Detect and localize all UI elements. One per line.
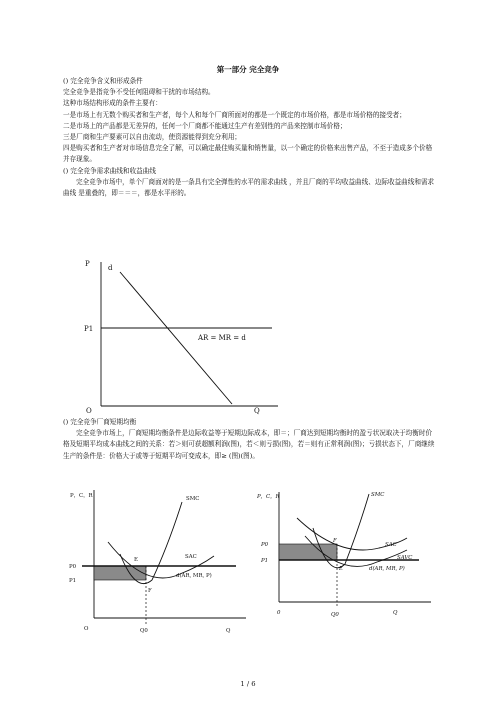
demand-line-label: d(AR, MR, P) [369, 566, 405, 572]
p1-label: P1 [69, 578, 77, 584]
section-heading-3: () 完全竞争厂商短期均衡 [63, 418, 137, 426]
paragraph-line: 二是市场上的产品都是无差异的，任何一个厂商都不能通过生产有差别性的产品来控制市场价格； [63, 121, 347, 130]
section-1-block [63, 76, 435, 199]
point-f-label: F [148, 588, 152, 594]
demand-curve-figure [82, 254, 282, 416]
x-axis-label: Q [254, 407, 260, 415]
point-f-label: F [333, 538, 337, 544]
page-number: 1 / 6 [240, 680, 256, 688]
y-axis-label: P，C，R [257, 494, 280, 500]
x-axis-label: Q [393, 610, 398, 616]
smc-label: SMC [186, 496, 200, 502]
profit-area [94, 566, 146, 580]
paragraph-line: 三是厂商和生产要素可以自由流动，使资源能得到充分利用； [63, 133, 242, 142]
paragraph-line: 完全竞争市场中，单个厂商面对的是一条具有完全弹性的水平的需求曲线 ，并且厂商的平均收益曲线、边际收益曲线和需求曲线 是重叠的，即＝＝＝，都是水平形的。 [63, 177, 435, 198]
page-title: 第一部分 完全竞争 [216, 65, 280, 74]
savc-curve [305, 536, 407, 566]
q0-label: Q0 [331, 612, 339, 618]
p1-label: P1 [261, 558, 269, 564]
p0-label: P0 [261, 542, 269, 548]
sac-label: SAC [185, 554, 197, 560]
origin-label: 0 [277, 610, 281, 616]
point-e-label: E [339, 566, 343, 572]
section-heading-2: () 完全竞争需求曲线和收益曲线 [63, 166, 156, 175]
equilibrium-profit-figure [68, 482, 248, 647]
section-3-paragraph: 完全竞争市场上，厂商短期均衡条件是边际收益等于短期边际成本，即＝；厂商达到短期均衡时的盈亏状况取决于均衡时价格及短期平均成本曲线之间的关系：若＞则可获超额利润(图)，若＜则亏损(图)，若＝则有正常利润(图)；亏损状态下，厂商继续生产的条件是：价格大于或等于短期平均可变成本，即≥ (图)(图)。 [63, 429, 435, 460]
smc-label: SMC [371, 492, 385, 498]
sac-label: SAC [385, 542, 397, 548]
p0-label: P0 [69, 564, 77, 570]
point-e-label: E [134, 557, 138, 563]
y-axis-label: P [85, 260, 90, 268]
origin-label: O [86, 407, 92, 415]
section-3-block [63, 417, 435, 462]
x-axis-label: Q [226, 628, 231, 634]
equilibrium-loss-figure [257, 480, 437, 630]
paragraph-line: 完全竞争是指竞争不受任何阻碍和干扰的市场结构。 [63, 88, 215, 97]
d-curve-label: d [108, 264, 113, 272]
y-axis-label: P，C，R [70, 493, 93, 499]
q0-label: Q0 [140, 628, 148, 634]
origin-label: O [84, 626, 89, 632]
paragraph-line: 四是购买者和生产者对市场信息完全了解，可以确定最佳购买量和销售量，以一个确定的价格来出售产品，不至于造成多个价格并存现象。 [63, 144, 433, 164]
ar-mr-d-label: AR = MR = d [198, 334, 246, 342]
paragraph-line: 这种市场结构形成的条件主要有： [63, 99, 162, 108]
demand-line-label: d(AR, MR, P) [176, 573, 212, 579]
savc-label: SAVC [397, 555, 413, 561]
price-label: P1 [84, 325, 94, 333]
section-heading-1: () 完全竞争含义和形成条件 [63, 77, 143, 85]
paragraph-line: 一是市场上有无数个购买者和生产者，每个人和每个厂商所面对的都是一个既定的市场价格，都是市场价格的接受者； [63, 110, 406, 119]
